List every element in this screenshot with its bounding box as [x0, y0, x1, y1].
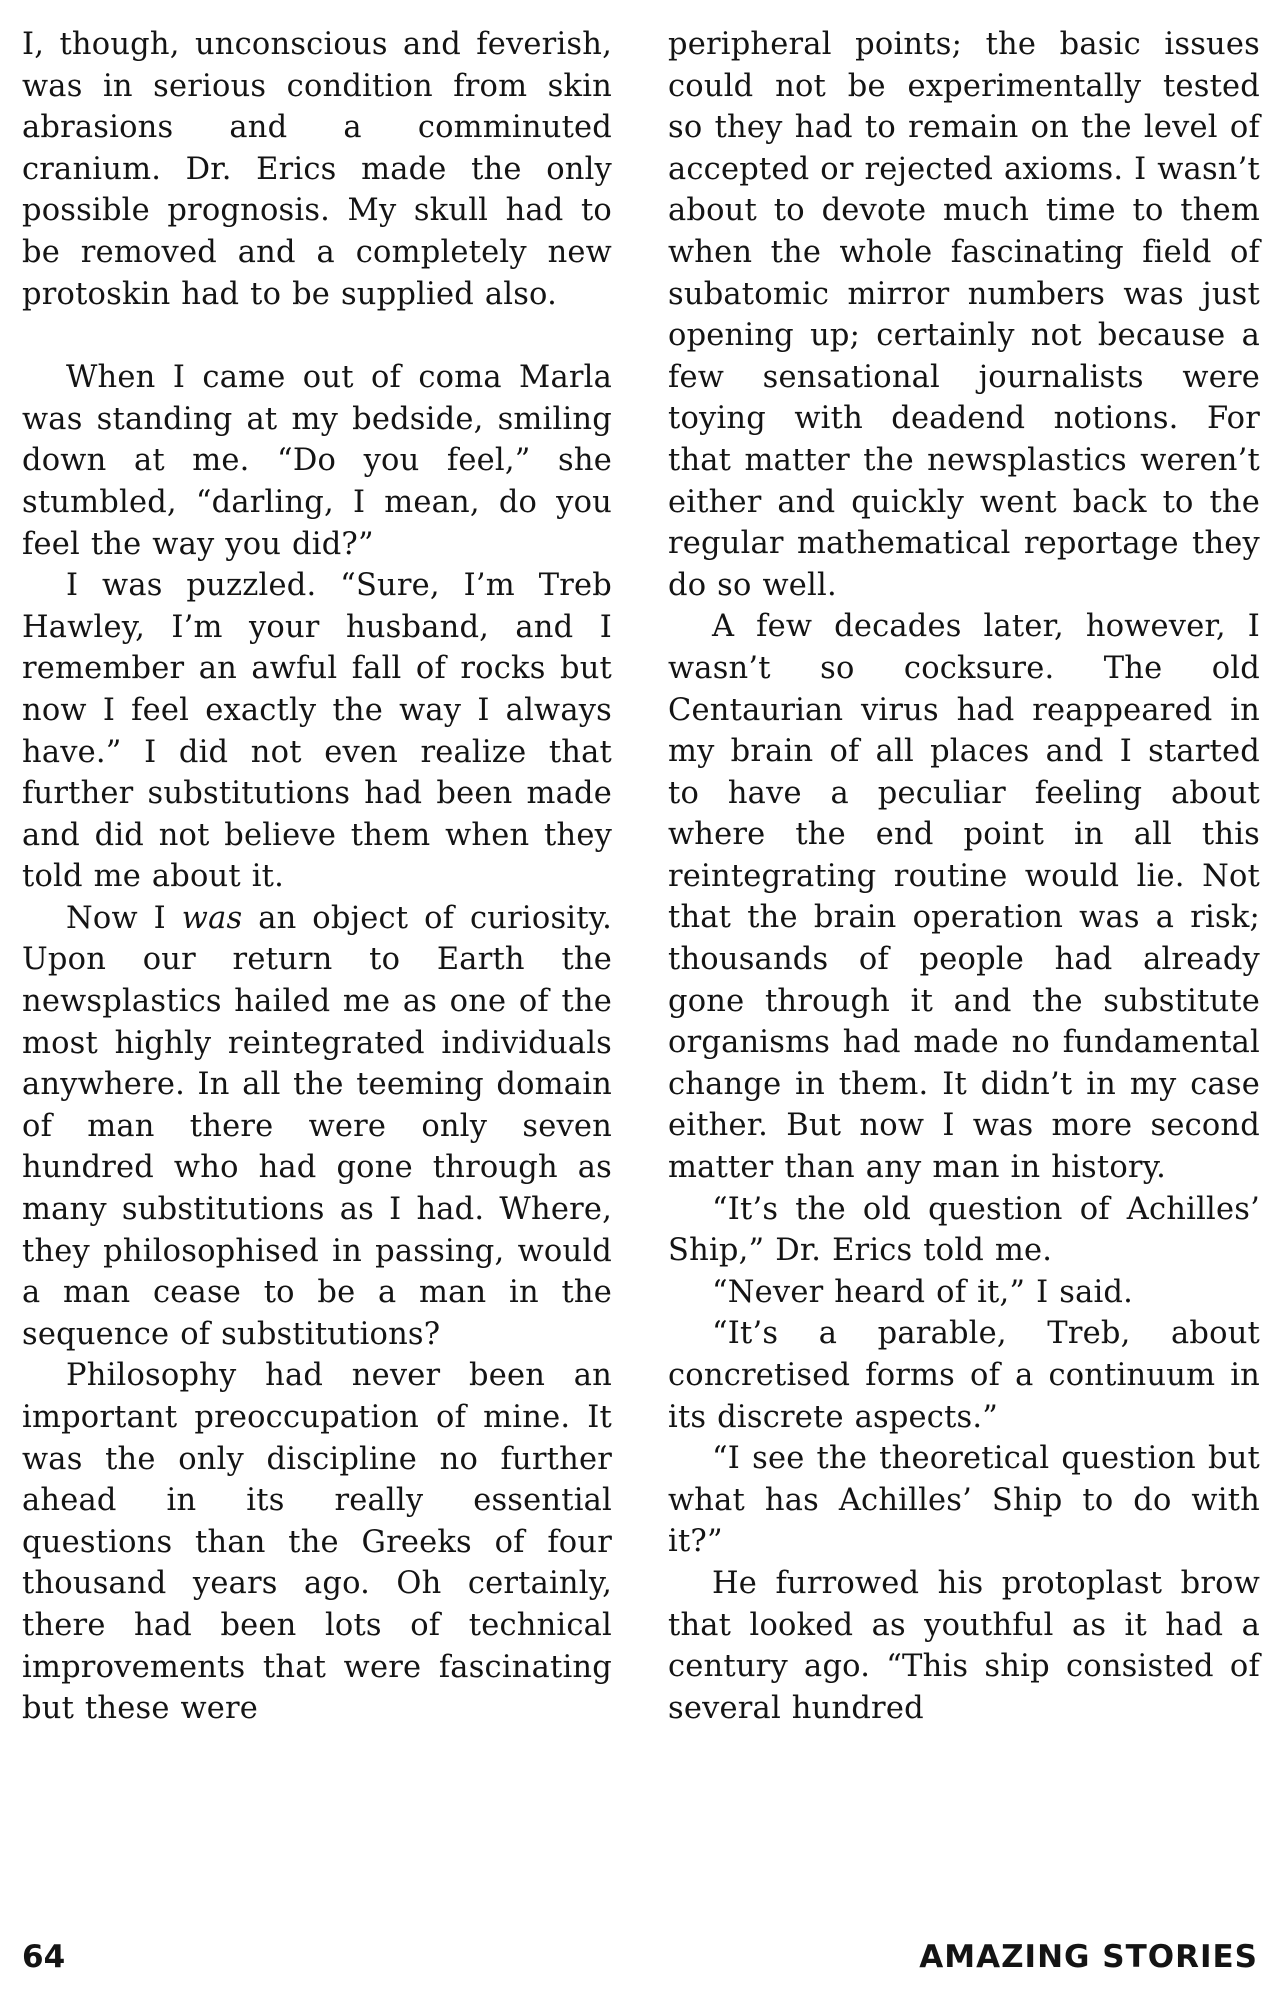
- page-number: 64: [22, 1939, 66, 1975]
- paragraph-text: an object of curiosity. Upon our return to Earth the newsplastics hailed me as one of the most highly reintegrated individuals anywhere. In all the teeming domain of man there were only seven hundred who had gone through as many substitutions as I had. Where, they philosophised in passing, would a man cease to be a man in the sequence of substitutions?: [22, 900, 612, 1352]
- paragraph: Philosophy had never been an important preoccupation of mine. It was the only discipline no further ahead in its really essential questions than the Greeks of four thousand years ago. Oh certainly, there had been lots of technical improvements that were fascinating but these were: [22, 1358, 612, 1727]
- paragraph: I, though, unconscious and feverish, was in serious condition from skin abrasions and a comminuted cranium. Dr. Erics made the only possible prognosis. My skull had to be removed and a completely new protoskin had to be supplied also.: [22, 27, 612, 312]
- emphasis-word: was: [181, 900, 243, 936]
- paragraph: I was puzzled. “Sure, I’m Treb Hawley, I’m your husband, and I remember an awful fall of rocks but now I feel exactly the way I always have.” I did not even realize that further substitutions had been made and did not believe them when they told me about it.: [22, 568, 612, 895]
- paragraph: peripheral points; the basic issues could not be experimentally tested so they had to remain on the level of accepted or rejected axioms. I wasn’t about to devote much time to them when the whole fascinating field of subatomic mirror numbers was just opening up; certainly not because a few sensational journalists were toying with deadend notions. For that matter the newsplastics weren’t either and quickly went back to the regular mathematical reportage they do so well.: [668, 27, 1260, 603]
- paragraph: “Never heard of it,” I said.: [712, 1274, 1134, 1310]
- paragraph: “It’s the old question of Achilles’ Ship,” Dr. Erics told me.: [668, 1191, 1260, 1269]
- magazine-title: AMAZING STORIES: [919, 1939, 1258, 1975]
- paragraph-text: Now I: [66, 900, 182, 936]
- paragraph: [22, 898, 612, 1356]
- right-column: [668, 24, 1260, 1729]
- paragraph: “It’s a parable, Treb, about concretised forms of a continuum in its discrete aspects.”: [668, 1316, 1260, 1435]
- paragraph: He furrowed his protoplast brow that looked as youthful as it had a century ago. “This ship consisted of several hundred: [668, 1565, 1260, 1726]
- left-column: [22, 24, 612, 1730]
- paragraph: A few decades later, however, I wasn’t so cocksure. The old Centaurian virus had reappeared in my brain of all places and I started to have a peculiar feeling about where the end point in all this reintegrating routine would lie. Not that the brain operation was a risk; thousands of people had already gone through it and the substitute organisms had made no fundamental change in them. It didn’t in my case either. But now I was more second matter than any man in history.: [668, 609, 1260, 1186]
- paragraph: When I came out of coma Marla was standing at my bedside, smiling down at me. “Do you feel,” she stumbled, “darling, I mean, do you feel the way you did?”: [22, 360, 612, 562]
- paragraph: “I see the theoretical question but what has Achilles’ Ship to do with it?”: [668, 1441, 1260, 1560]
